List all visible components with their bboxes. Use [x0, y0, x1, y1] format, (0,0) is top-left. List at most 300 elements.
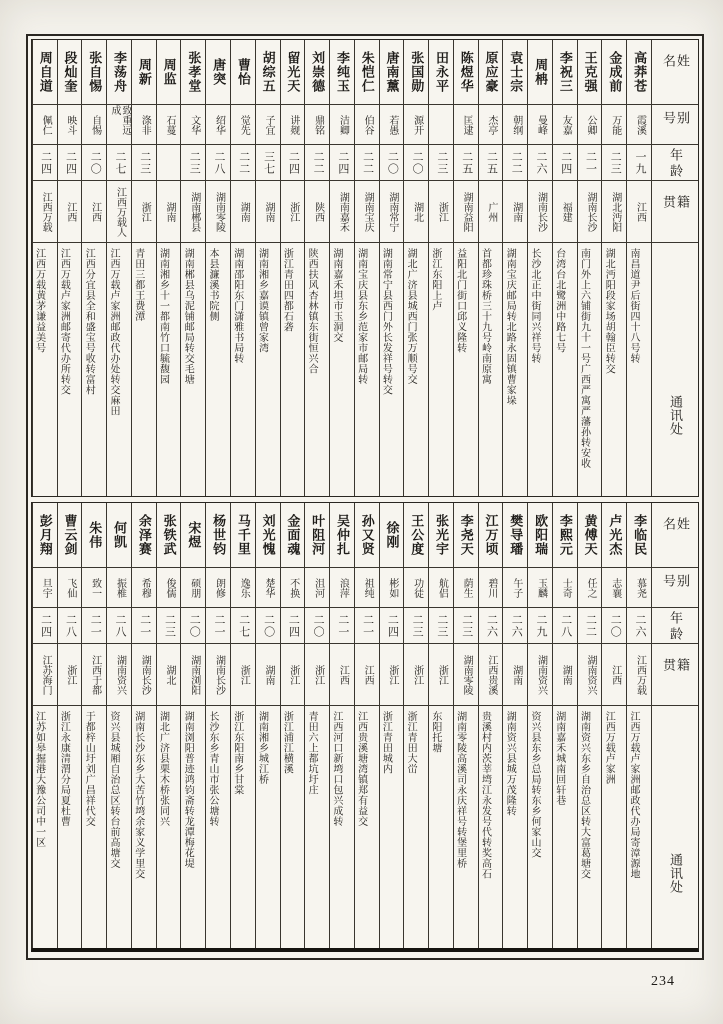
person-alias: 曼峰	[528, 104, 552, 144]
person-alias: 沮河	[305, 567, 329, 607]
person-name: 吴仲扎	[334, 514, 350, 556]
person-address: 湖北沔阳段家场胡翰臣转交	[602, 242, 626, 496]
person-alias: 任之	[578, 567, 602, 607]
person-address: 陕西扶风杏林镇东街恒兴合	[305, 242, 329, 496]
person-age: 二二	[305, 144, 329, 180]
person-name: 朱恺仁	[359, 51, 375, 93]
person-native-place: 湖南常宁	[380, 180, 404, 242]
person-age: 二三	[429, 144, 453, 180]
person-address: 湖南宝庆县东乡范家市邮局转	[355, 242, 379, 496]
person-native-place: 陕西	[305, 180, 329, 242]
person-name: 周监	[161, 58, 177, 86]
directory-entry-column	[304, 503, 329, 948]
person-age: 二三	[181, 144, 205, 180]
person-name: 张孝堂	[186, 51, 202, 93]
directory-entry-column	[230, 40, 255, 496]
person-age: 二五	[479, 144, 503, 180]
person-name: 周新	[136, 58, 152, 86]
person-native-place: 湖北	[404, 180, 428, 242]
person-native-place: 浙江	[281, 643, 305, 705]
person-alias: 文华	[181, 104, 205, 144]
person-native-place: 湖南	[256, 180, 280, 242]
person-name: 刘崇德	[310, 51, 326, 93]
person-alias: 功徒	[404, 567, 428, 607]
person-alias: 不换	[281, 567, 305, 607]
person-address: 益阳北门街口邱义隆转	[454, 242, 478, 496]
person-alias: 士奇	[553, 567, 577, 607]
person-age: 二四	[281, 144, 305, 180]
person-name: 欧阳瑞	[533, 514, 549, 556]
person-age: 二三	[429, 607, 453, 643]
person-age: 二四	[33, 607, 57, 643]
person-name: 高莽苍	[632, 51, 648, 93]
header-age: 年龄	[652, 607, 698, 643]
person-name: 留光天	[285, 51, 301, 93]
person-name: 曹怡	[235, 58, 251, 86]
person-native-place: 湖南	[231, 180, 255, 242]
header-name: 姓名	[661, 517, 691, 546]
person-name: 金成前	[607, 51, 623, 93]
person-age: 二八	[107, 607, 131, 643]
person-address: 资兴县东乡总局转东乡何家山交	[528, 705, 552, 948]
person-address: 贵溪村内茨莘塆江永发号代转奖高石	[479, 705, 503, 948]
person-age: 二五	[454, 144, 478, 180]
person-address: 湖北广济县栗木桥张同兴	[157, 705, 181, 948]
person-native-place: 江西于都	[82, 643, 106, 705]
header-address: 通讯处	[652, 705, 698, 948]
person-name: 朱伟	[87, 521, 103, 549]
header-native: 籍贯	[652, 180, 698, 242]
person-address: 浙江青田四都石砻	[281, 242, 305, 496]
person-name: 叶阻河	[310, 514, 326, 556]
person-name: 马千里	[235, 514, 251, 556]
person-name: 黄傅天	[582, 514, 598, 556]
person-age: 二二	[578, 607, 602, 643]
person-address: 湖南嘉禾城南回轩巷	[553, 705, 577, 948]
person-age: 二四	[380, 607, 404, 643]
person-age: 二六	[627, 607, 651, 643]
person-name: 张国勋	[409, 51, 425, 93]
person-native-place: 湖南	[553, 643, 577, 705]
person-name: 金面魂	[285, 514, 301, 556]
person-alias: 朗修	[206, 567, 230, 607]
directory-entry-column	[57, 503, 82, 948]
person-native-place: 浙江	[429, 643, 453, 705]
directory-entry-column	[354, 40, 379, 496]
person-alias: 友嘉	[553, 104, 577, 144]
person-address: 江西分宜县全和盛宝号收转富村	[82, 242, 106, 496]
person-address: 湖南嘉禾坦市玉洞交	[330, 242, 354, 496]
header-age: 年龄	[652, 144, 698, 180]
person-address: 江西万载黄茅谦益美号	[33, 242, 57, 496]
person-age: 二一	[82, 607, 106, 643]
person-age: 二八	[206, 144, 230, 180]
person-address: 南昌道尹后街四十八号转	[627, 242, 651, 496]
directory-entry-column	[81, 40, 106, 496]
directory-entry-column	[502, 503, 527, 948]
person-address: 江西万载卢家洲邮政代办局寄漳源地	[627, 705, 651, 948]
person-age: 二四	[33, 144, 57, 180]
person-age: 二七	[231, 607, 255, 643]
person-name: 何凯	[112, 521, 128, 549]
person-address: 浙江永康清渭分局夏杜曹	[58, 705, 82, 948]
person-alias: 致重远成	[107, 104, 131, 144]
directory-entry-column	[403, 40, 428, 496]
person-native-place: 江西贵溪	[479, 643, 503, 705]
person-name: 王克强	[582, 51, 598, 93]
person-native-place: 湖北	[157, 643, 181, 705]
person-address: 江西万载卢家洲	[602, 705, 626, 948]
person-age: 二六	[479, 607, 503, 643]
directory-entry-column	[379, 40, 404, 496]
person-alias: 荫生	[454, 567, 478, 607]
person-age: 二二	[503, 144, 527, 180]
person-alias: 午子	[503, 567, 527, 607]
person-name: 徐刚	[384, 521, 400, 549]
person-age: 二〇	[256, 607, 280, 643]
directory-entry-column	[255, 40, 280, 496]
person-alias: 振椎	[107, 567, 131, 607]
person-native-place: 湖南郴县	[181, 180, 205, 242]
person-age: 二八	[58, 607, 82, 643]
person-age: 二一	[206, 607, 230, 643]
person-alias: 航侣	[429, 567, 453, 607]
person-address: 首都珍珠桥三十九号岭南原寓	[479, 242, 503, 496]
person-address: 江苏如皋掘港大豫公司中一区	[33, 705, 57, 948]
person-native-place: 湖南	[157, 180, 181, 242]
directory-entry-column	[626, 40, 651, 496]
person-address: 东阳托塘	[429, 705, 453, 948]
person-alias: 公卿	[578, 104, 602, 144]
person-alias: 旦宇	[33, 567, 57, 607]
person-name: 张光宇	[434, 514, 449, 556]
person-native-place: 湖南长沙	[206, 643, 230, 705]
page-number: 234	[651, 974, 675, 989]
directory-entry-column	[403, 503, 428, 948]
person-native-place: 湖南资兴	[528, 643, 552, 705]
table-frame	[26, 34, 704, 960]
person-native-place: 湖南宝庆	[355, 180, 379, 242]
person-address: 浙江东阳上卢	[429, 242, 453, 496]
person-native-place: 浙江	[380, 643, 404, 705]
header-native: 籍贯	[652, 643, 698, 705]
person-name: 彭月翔	[37, 514, 53, 556]
person-address: 青田三都王费潭	[132, 242, 156, 496]
person-address: 湖南湘乡嘉谟镇曾家湾	[256, 242, 280, 496]
directory-entry-column	[131, 40, 156, 496]
person-address: 湖南郴县乌泥铺邮局转交毛塘	[181, 242, 205, 496]
person-age: 二〇	[305, 607, 329, 643]
person-native-place: 浙江	[404, 643, 428, 705]
person-age: 二四	[553, 144, 577, 180]
directory-entry-column	[478, 40, 503, 496]
directory-entry-column	[106, 503, 131, 948]
person-address: 湖南湘乡城江桥	[256, 705, 280, 948]
person-age: 二二	[355, 144, 379, 180]
directory-entry-column	[502, 40, 527, 496]
directory-entry-column	[428, 40, 453, 496]
person-alias: 朝纲	[503, 104, 527, 144]
person-name: 卢光杰	[607, 514, 623, 556]
directory-entry-column	[428, 503, 453, 948]
person-alias: 希穆	[132, 567, 156, 607]
person-alias: 逸乐	[231, 567, 255, 607]
person-native-place: 江西	[355, 643, 379, 705]
person-age	[157, 144, 181, 180]
directory-entry-column	[205, 503, 230, 948]
person-native-place: 江西万载	[627, 643, 651, 705]
person-age: 二一	[355, 607, 379, 643]
directory-entry-column	[57, 40, 82, 496]
person-alias: 洁卿	[330, 104, 354, 144]
person-address: 长沙北正中街同兴祥号转	[528, 242, 552, 496]
person-alias: 觉先	[231, 104, 255, 144]
person-address: 湖南零陵高溪司永庆祥号转堡里桥	[454, 705, 478, 948]
person-alias: 映斗	[58, 104, 82, 144]
person-name: 袁士宗	[508, 51, 524, 93]
person-native-place: 湖南资兴	[578, 643, 602, 705]
person-native-place: 湖南长沙	[578, 180, 602, 242]
person-native-place: 湖南	[503, 643, 527, 705]
person-native-place: 福建	[553, 180, 577, 242]
person-address: 江西贵溪塘湾镇郑有益交	[355, 705, 379, 948]
person-name: 唐南薰	[384, 51, 400, 93]
person-name: 余泽赛	[136, 514, 152, 556]
person-native-place: 江西	[602, 643, 626, 705]
person-name: 李荡舟	[112, 51, 128, 93]
directory-entry-column	[156, 40, 181, 496]
column-headers	[651, 40, 698, 496]
person-name: 田永平	[434, 51, 449, 93]
person-alias: 杰亭	[479, 104, 503, 144]
person-address: 浙江青田大峃	[404, 705, 428, 948]
person-alias: 玉麟	[528, 567, 552, 607]
person-name: 宋煜	[186, 521, 202, 549]
person-alias: 源开	[404, 104, 428, 144]
person-address: 浙江青田城内	[380, 705, 404, 948]
person-name: 张铁武	[161, 514, 177, 556]
person-native-place: 江西万载人	[107, 180, 131, 242]
directory-table-top	[31, 39, 699, 497]
person-age: 二三	[132, 144, 156, 180]
person-native-place: 湖北沔阳	[602, 180, 626, 242]
person-native-place: 湖南	[503, 180, 527, 242]
person-age: 二〇	[181, 607, 205, 643]
person-alias: 慕尧	[627, 567, 651, 607]
directory-entry-column	[280, 503, 305, 948]
person-native-place: 广州	[479, 180, 503, 242]
person-alias: 匡逮	[454, 104, 478, 144]
person-native-place: 湖南资兴	[107, 643, 131, 705]
person-name: 原应豪	[483, 51, 499, 93]
person-age: 二六	[503, 607, 527, 643]
person-alias: 楚华	[256, 567, 280, 607]
directory-entry-column	[577, 503, 602, 948]
directory-entry-column	[601, 40, 626, 496]
directory-table-bottom	[31, 502, 699, 952]
directory-entry-column	[527, 503, 552, 948]
person-alias: 志襄	[602, 567, 626, 607]
person-address: 青田六上都坑圩庄	[305, 705, 329, 948]
person-native-place: 浙江	[305, 643, 329, 705]
person-name: 樊导璠	[508, 514, 524, 556]
directory-entry-column	[478, 503, 503, 948]
person-address: 南门外上六铺街九十一号广西严寓严藩孙转安收	[578, 242, 602, 496]
person-age: 二四	[58, 144, 82, 180]
person-name: 张自惕	[87, 51, 103, 93]
person-age: 二一	[578, 144, 602, 180]
person-alias: 涤非	[132, 104, 156, 144]
person-age: 二九	[528, 607, 552, 643]
person-address: 湖南湘乡十一都南竹口毓馥园	[157, 242, 181, 496]
person-age: 二二	[231, 144, 255, 180]
header-alias: 别号	[652, 104, 698, 144]
person-name: 陈煜华	[458, 51, 474, 93]
person-alias: 绍华	[206, 104, 230, 144]
person-alias	[429, 104, 453, 144]
person-alias: 飞仙	[58, 567, 82, 607]
directory-entry-column	[180, 503, 205, 948]
person-native-place: 江苏海门	[33, 643, 57, 705]
person-name: 李临民	[632, 514, 648, 556]
person-alias: 霞溪	[627, 104, 651, 144]
directory-entry-column	[379, 503, 404, 948]
person-address: 湖南邵阳东门潇雅书局转	[231, 242, 255, 496]
header-alias: 别号	[652, 567, 698, 607]
person-native-place: 江西万载	[33, 180, 57, 242]
person-native-place: 湖南	[256, 643, 280, 705]
person-address: 浙江浦江横溪	[281, 705, 305, 948]
directory-entry-column	[81, 503, 106, 948]
person-age: 二〇	[380, 144, 404, 180]
person-alias: 自惕	[82, 104, 106, 144]
person-alias: 浪萍	[330, 567, 354, 607]
person-address: 浙江东阳南乡甘棠	[231, 705, 255, 948]
column-headers	[651, 503, 698, 948]
person-name: 李尧天	[458, 514, 474, 556]
directory-entry-column	[106, 40, 131, 496]
person-native-place: 湖南零陵	[206, 180, 230, 242]
person-name: 胡综五	[260, 51, 276, 93]
person-name: 王公度	[409, 514, 425, 556]
person-native-place: 浙江	[231, 643, 255, 705]
person-age: 二一	[330, 607, 354, 643]
person-name: 李熙元	[557, 514, 573, 556]
person-native-place: 浙江	[58, 643, 82, 705]
person-age: 二八	[553, 607, 577, 643]
person-age: 二六	[528, 144, 552, 180]
person-alias: 碧川	[479, 567, 503, 607]
person-age: 二三	[602, 144, 626, 180]
person-address: 湖南资兴县城万茂隆转	[503, 705, 527, 948]
directory-entry-column	[32, 503, 57, 948]
person-alias: 彬如	[380, 567, 404, 607]
person-alias: 祖纯	[355, 567, 379, 607]
person-name: 李祝三	[557, 51, 573, 93]
person-age: 二三	[404, 607, 428, 643]
person-address: 湖南浏阳普迹鸿钧斋转龙潭梅花堤	[181, 705, 205, 948]
person-address: 长沙东乡青山市张公塘转	[206, 705, 230, 948]
person-alias: 讲觌	[281, 104, 305, 144]
directory-entry-column	[527, 40, 552, 496]
person-native-place: 江西	[82, 180, 106, 242]
person-age: 二三	[454, 607, 478, 643]
person-alias: 若愚	[380, 104, 404, 144]
directory-entry-column	[32, 40, 57, 496]
person-address: 江西万载卢家洲邮寄代办所转交	[58, 242, 82, 496]
person-name: 周自道	[37, 51, 53, 93]
directory-entry-column	[453, 503, 478, 948]
directory-entry-column	[205, 40, 230, 496]
person-age: 二七	[107, 144, 131, 180]
person-age: 二四	[330, 144, 354, 180]
directory-entry-column	[354, 503, 379, 948]
directory-entry-column	[329, 503, 354, 948]
person-alias: 硕朋	[181, 567, 205, 607]
person-native-place: 浙江	[281, 180, 305, 242]
person-native-place: 湖南零陵	[454, 643, 478, 705]
person-address: 湖南常宁县西门外长发祥号转交	[380, 242, 404, 496]
directory-entry-column	[552, 503, 577, 948]
person-native-place: 湖南长沙	[132, 643, 156, 705]
person-age: 三七	[256, 144, 280, 180]
directory-entry-column	[255, 503, 280, 948]
person-alias: 佩仁	[33, 104, 57, 144]
person-native-place: 江西	[330, 643, 354, 705]
directory-entry-column	[453, 40, 478, 496]
person-native-place: 湖南益阳	[454, 180, 478, 242]
directory-entry-column	[156, 503, 181, 948]
directory-entry-column	[280, 40, 305, 496]
person-age: 二一	[132, 607, 156, 643]
directory-entry-column	[601, 503, 626, 948]
person-address: 湖南长沙东乡大苦竹塆余家义学里交	[132, 705, 156, 948]
directory-entry-column	[304, 40, 329, 496]
person-address: 湖南资兴东乡自治总区转大富葛塘交	[578, 705, 602, 948]
person-address: 江西万载卢家洲邮政代办处转交麻田	[107, 242, 131, 496]
person-native-place: 浙江	[429, 180, 453, 242]
person-alias: 致一	[82, 567, 106, 607]
directory-entry-column	[180, 40, 205, 496]
person-age: 二四	[281, 607, 305, 643]
directory-entry-column	[230, 503, 255, 948]
person-alias: 伯谷	[355, 104, 379, 144]
person-alias: 子宜	[256, 104, 280, 144]
directory-entry-column	[552, 40, 577, 496]
directory-entry-column	[131, 503, 156, 948]
person-name: 杨世钧	[211, 514, 227, 556]
person-address: 湖北广济县城西门张万顺号交	[404, 242, 428, 496]
person-name: 唐突	[211, 58, 227, 86]
person-name: 曹云剑	[62, 514, 78, 556]
person-native-place: 浙江	[132, 180, 156, 242]
person-name: 段灿奎	[62, 51, 78, 93]
person-address: 湖南宝庆邮局转北路永固镇曹家垛	[503, 242, 527, 496]
person-native-place: 湖南嘉禾	[330, 180, 354, 242]
person-native-place: 江西	[627, 180, 651, 242]
person-alias: 俊儒	[157, 567, 181, 607]
person-address: 于都梓山圩刘广昌祥代交	[82, 705, 106, 948]
person-native-place: 湖南浏阳	[181, 643, 205, 705]
person-name: 江万顷	[483, 514, 499, 556]
header-name: 姓名	[661, 54, 691, 83]
directory-entry-column	[329, 40, 354, 496]
person-age: 二三	[157, 607, 181, 643]
person-name: 李纯玉	[334, 51, 350, 93]
person-name: 孙又贤	[359, 514, 375, 556]
person-native-place: 湖南长沙	[528, 180, 552, 242]
person-alias: 石蔓	[157, 104, 181, 144]
